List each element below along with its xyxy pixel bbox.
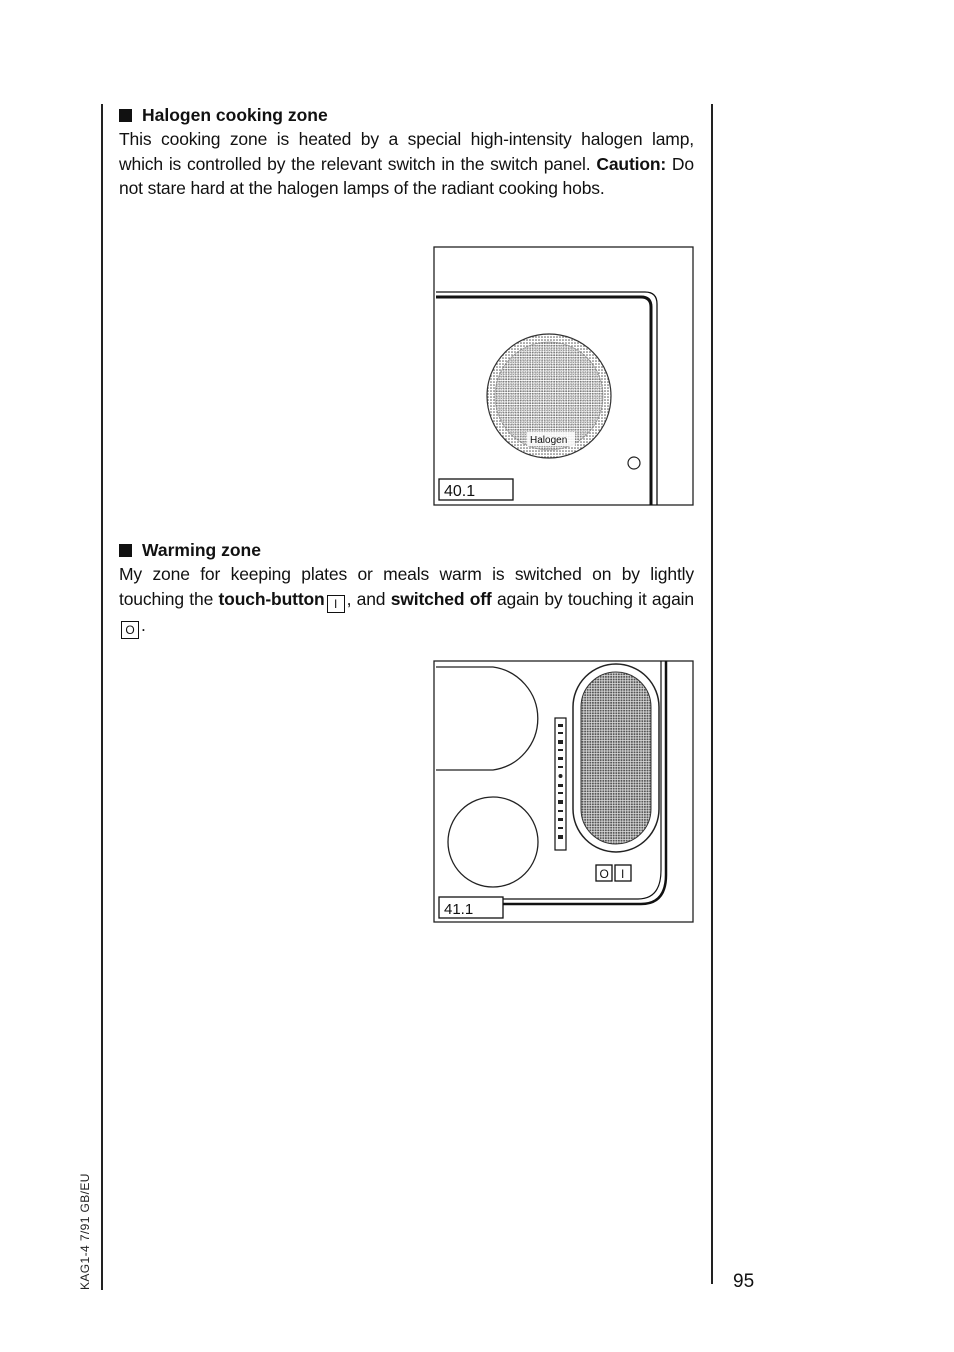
right-margin-rule xyxy=(711,104,713,1284)
warming-section xyxy=(119,538,694,639)
figure2-label: 41.1 xyxy=(444,901,474,918)
on-button-label: I xyxy=(621,867,625,881)
halogen-zone-label: Halogen xyxy=(530,435,568,446)
halogen-description: This cooking zone is heated by a special high-intensity halogen lamp, which is controlled by the relevant switch in the switch panel. Caution: Do not stare hard at the halogen lamps of the radiant cooking hobs. xyxy=(119,129,694,198)
small-hob-mark xyxy=(448,797,538,887)
large-hob-mark xyxy=(436,667,538,770)
halogen-heading: Halogen cooking zone xyxy=(119,103,694,127)
caution-text: Do not stare hard at the halogen lamps of the radiant cooking hobs. xyxy=(119,153,694,198)
left-margin-rule xyxy=(101,104,103,1290)
warming-heading: Warming zone xyxy=(119,538,694,562)
halogen-section xyxy=(119,103,694,201)
on-key-icon: I xyxy=(327,595,345,613)
bullet-square-icon xyxy=(119,109,132,122)
warming-description: My zone for keeping plates or meals warm is switched on by lightly touching the touch-button I , and switched off again by touching it again O . xyxy=(119,564,694,637)
off-button-label: O xyxy=(599,867,609,881)
page-number: 95 xyxy=(733,1271,755,1292)
indicator-lamp-icon xyxy=(628,457,640,469)
caution-label: Caution: xyxy=(596,153,667,174)
off-key-icon: O xyxy=(121,621,139,639)
figure-halogen-hob xyxy=(433,246,695,508)
bullet-square-icon xyxy=(119,544,132,557)
warming-zone-mark xyxy=(581,672,651,844)
figure1-label: 40.1 xyxy=(444,483,476,500)
document-code: KAG1-4 7/91 GB/EU xyxy=(78,1173,92,1290)
figure-warming-hob xyxy=(433,660,695,926)
